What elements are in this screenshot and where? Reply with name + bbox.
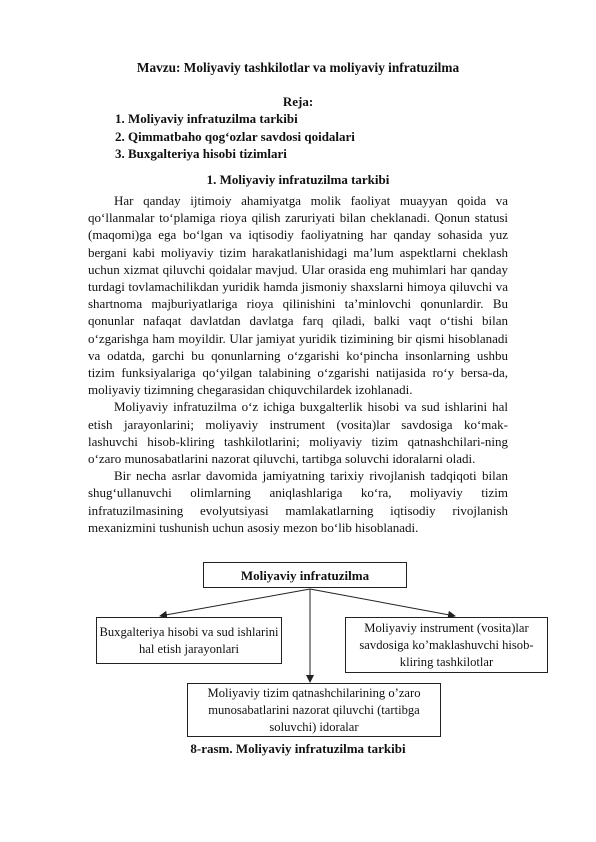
figure-caption: 8-rasm. Moliyaviy infratuzilma tarkibi [190, 741, 406, 756]
plan-item: 3. Buxgalteriya hisobi tizimlari [115, 146, 287, 161]
paragraph: Bir necha asrlar davomida jamiyatning tarixiy rivojlanish tadqiqoti bilan shug‘ullanuvchi olimlarning aniqlashlariga ko‘ra, moliyaviy tizim infratuzilmasining evolyutsiyasi mamlakatlarning iqtisodiy rivojlanish mexanizmini tushunish uchun asosiy mezon bo‘lib hisoblanadi. [88, 468, 508, 535]
diagram-root-box [203, 562, 407, 588]
arrow-to-right-box [310, 589, 455, 616]
diagram-left-box [96, 617, 282, 664]
diagram-bottom-box [187, 683, 441, 737]
plan-item: 2. Qimmatbaho qog‘ozlar savdosi qoidalari [115, 128, 355, 144]
diagram-right-box [345, 617, 548, 673]
paragraph: Har qanday ijtimoiy ahamiyatga molik faoliyat muayyan qoida va qo‘llanmalar to‘plamiga rioya qilish zaruriyati bilan cheklanadi. Qonun statusi (maqomi)ga ega bo‘lgan va iqtisodiy faoliyatning har qanday sohasida yuz bergani kabi moliyaviy tizim harakatlanishidagi ma’lum aspektlarni cheklash uchun xizmat qiluvchi qoidalar mavjud. Ular orasida eng muhimlari har qanday turdagi tovlamachilikdan yuridik hamda jismoniy shaxslarni himoya qiluvchi va shartnoma majburiyatlariga rioya qilinishini ta’minlovchi qonunlardir. Bu qonunlar nafaqat davlatdan davlatga farq qiladi, balki vaqt o‘tishi bilan o‘zgarishga ham moyildir. Ular jamiyat yuridik tizimining bir qismi hisoblanadi va odatda, garchi bu qonunlarning o‘zgarishi ko‘pincha insonlarning ushbu tizim funksiyalariga qo‘yilgan talabining o‘zgarishi natijasida ro‘y bersa-da, moliyaviy tizimning chegarasidan chiquvchilardek izohlanadi. [88, 193, 508, 398]
diagram-right-label: Moliyaviy instrument (vosita)lar savdosiga ko’maklashuvchi hisob-kliring tashkilotlar [359, 620, 534, 669]
arrow-to-left-box [160, 589, 310, 616]
plan-item: 1. Moliyaviy infratuzilma tarkibi [115, 111, 298, 126]
diagram-bottom-label: Moliyaviy tizim qatnashchilarining o’zaro munosabatlarini nazorat qiluvchi (tartibga soluvchi) idoralar [207, 685, 421, 734]
plan-heading: Reja: [282, 94, 314, 109]
diagram-root-label: Moliyaviy infratuzilma [240, 567, 370, 583]
diagram-left-label: Buxgalteriya hisobi va sud ishlarini hal etish jarayonlari [99, 624, 279, 656]
paragraph: Moliyaviy infratuzilma o‘z ichiga buxgalterlik hisobi va sud ishlarini hal etish jarayonlarini; moliyaviy instrument (vosita)lar savdosiga ko‘mak-lashuvchi hisob-kliring tashkilotlarini; moliyaviy tizim qatnashchilari-ning o‘zaro munosabatlarini nazorat qiluvchi, tartibga soluvchi idoralarni oladi. [88, 399, 508, 467]
page-title: Mavzu: Moliyaviy tashkilotlar va moliyaviy infratuzilma [136, 60, 460, 75]
section-heading: 1. Moliyaviy infratuzilma tarkibi [206, 172, 390, 187]
